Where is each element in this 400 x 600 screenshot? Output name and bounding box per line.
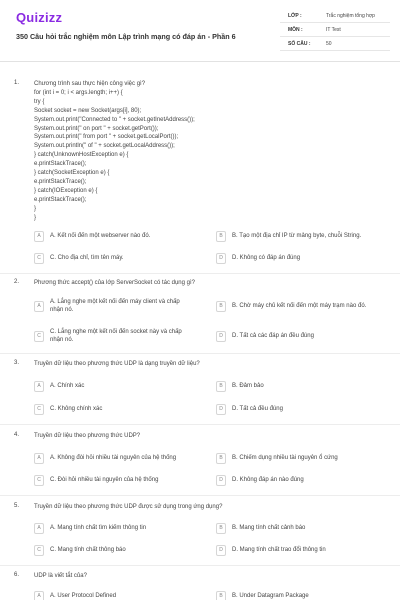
- meta-label: SỐ CÂU :: [288, 40, 311, 47]
- divider: [0, 424, 400, 425]
- option-text: A. Chính xác: [50, 383, 85, 389]
- option-2d[interactable]: [216, 328, 391, 344]
- option-1d[interactable]: [216, 250, 391, 266]
- option-badge: D: [216, 253, 226, 264]
- option-6b[interactable]: [216, 588, 391, 600]
- question-text: Truyền dữ liệu theo phương thức UDP?: [34, 433, 141, 439]
- option-text: D. Tất cả đều đúng: [232, 406, 283, 412]
- question-number: 1.: [14, 80, 20, 86]
- option-text: D. Tất cả các đáp án đều đúng: [232, 333, 314, 339]
- option-2a[interactable]: [34, 296, 204, 316]
- option-badge: C: [34, 331, 44, 342]
- divider: [0, 273, 400, 274]
- option-1a[interactable]: [34, 228, 204, 244]
- question-text: Truyền dữ liệu theo phương thức UDP là dạng truyền dữ liệu?: [34, 361, 200, 367]
- option-badge: D: [216, 331, 226, 342]
- option-5c[interactable]: [34, 542, 204, 558]
- question-number: 2.: [14, 279, 20, 285]
- divider: [0, 565, 400, 566]
- option-text: D. Không có đáp án đúng: [232, 255, 301, 261]
- meta-label: MÔN :: [288, 26, 303, 33]
- option-text: C. Lắng nghe một kết nối đến socket này và chấp nhận nó.: [50, 329, 182, 343]
- option-badge: C: [34, 253, 44, 264]
- option-badge: B: [216, 381, 226, 392]
- document-title: 350 Câu hỏi trắc nghiệm môn Lập trình mạng có đáp án - Phần 6: [16, 32, 236, 41]
- option-text: A. Không đòi hỏi nhiều tài nguyên của hệ thống: [50, 455, 177, 461]
- option-3b[interactable]: [216, 378, 391, 394]
- option-2c[interactable]: [34, 326, 204, 346]
- option-badge: A: [34, 523, 44, 534]
- meta-label: LỚP :: [288, 12, 302, 19]
- option-badge: D: [216, 475, 226, 486]
- option-5d[interactable]: [216, 542, 391, 558]
- option-3a[interactable]: [34, 378, 204, 394]
- question-number: 6.: [14, 572, 20, 578]
- option-badge: C: [34, 404, 44, 415]
- option-text: B. Chờ máy chủ kết nối đến một máy trạm nào đó.: [232, 303, 367, 309]
- meta-table: [280, 9, 390, 51]
- question-list: [0, 70, 400, 600]
- question-text: Chương trình sau thực hiện công việc gì? for (int i = 0; i < args.length; i++) { try { Socket socket = new Socket(args[i], 80); System.out.print("Connected to " + socket.getInetAddress()); System.out.print(" on port " + socket.getPort()); System.out.print(" from port " + socket.getLocalPort()); System.out.println(" of " + socket.getLocalAddress()); } catch(UnknownHostException e) { e.printStackTrace(); } catch(SocketException e) { e.printStackTrace(); } catch(IOException e) { e.printStackTrace(); } }: [34, 81, 195, 221]
- option-5b[interactable]: [216, 520, 391, 536]
- option-text: B. Under Datagram Package: [232, 593, 309, 599]
- question-number: 4.: [14, 432, 20, 438]
- question-text: UDP là viết tắt của?: [34, 573, 87, 579]
- option-1b[interactable]: [216, 228, 391, 244]
- meta-row-subject: [280, 23, 390, 37]
- option-badge: D: [216, 545, 226, 556]
- option-badge: B: [216, 591, 226, 600]
- option-text: C. Cho địa chỉ, tìm tên máy.: [50, 255, 124, 261]
- option-4d[interactable]: [216, 472, 391, 488]
- option-text: A. Lắng nghe một kết nối đến máy client và chấp nhận nó.: [50, 299, 180, 313]
- option-1c[interactable]: [34, 250, 204, 266]
- question-text: Phương thức accept() của lớp ServerSocket có tác dụng gì?: [34, 280, 195, 286]
- quizizz-logo[interactable]: Quizizz: [16, 10, 63, 25]
- option-badge: A: [34, 301, 44, 312]
- option-3c[interactable]: [34, 401, 204, 417]
- meta-row-class: [280, 9, 390, 23]
- option-text: C. Mang tính chất thông báo: [50, 547, 126, 553]
- meta-value: 50: [326, 40, 332, 47]
- option-badge: A: [34, 381, 44, 392]
- meta-value: IT Test: [326, 26, 341, 33]
- option-badge: B: [216, 453, 226, 464]
- option-text: B. Chiếm dụng nhiều tài nguyên ổ cứng: [232, 455, 338, 461]
- question-number: 3.: [14, 360, 20, 366]
- option-4a[interactable]: [34, 450, 204, 466]
- option-2b[interactable]: [216, 298, 391, 314]
- question-text: Truyền dữ liệu theo phương thức UDP được sử dụng trong ứng dụng?: [34, 504, 223, 510]
- meta-value: Trắc nghiệm tổng hợp: [326, 12, 375, 19]
- question-number: 5.: [14, 503, 20, 509]
- option-badge: C: [34, 475, 44, 486]
- option-text: C. Không chính xác: [50, 406, 103, 412]
- document-header: [0, 0, 400, 62]
- option-4c[interactable]: [34, 472, 204, 488]
- option-6a[interactable]: [34, 588, 204, 600]
- option-badge: A: [34, 231, 44, 242]
- option-badge: D: [216, 404, 226, 415]
- option-text: B. Tạo một địa chỉ IP từ mảng byte, chuỗi String.: [232, 233, 362, 239]
- option-text: C. Đòi hỏi nhiều tài nguyên của hệ thống: [50, 477, 159, 483]
- option-5a[interactable]: [34, 520, 204, 536]
- option-badge: B: [216, 301, 226, 312]
- option-text: A. Kết nối đến một webserver nào đó.: [50, 233, 151, 239]
- option-text: B. Mang tính chất cảnh báo: [232, 525, 306, 531]
- option-text: A. Mang tính chất tìm kiếm thông tin: [50, 525, 147, 531]
- meta-row-count: [280, 37, 390, 51]
- option-text: D. Không đáp án nào đúng: [232, 477, 304, 483]
- divider: [0, 495, 400, 496]
- option-badge: B: [216, 523, 226, 534]
- option-badge: A: [34, 453, 44, 464]
- option-4b[interactable]: [216, 450, 391, 466]
- option-3d[interactable]: [216, 401, 391, 417]
- option-text: A. User Protocol Defined: [50, 593, 117, 599]
- option-text: B. Đảm bảo: [232, 383, 264, 389]
- divider: [0, 353, 400, 354]
- option-text: D. Mang tính chất trao đổi thông tin: [232, 547, 326, 553]
- option-badge: A: [34, 591, 44, 600]
- option-badge: C: [34, 545, 44, 556]
- option-badge: B: [216, 231, 226, 242]
